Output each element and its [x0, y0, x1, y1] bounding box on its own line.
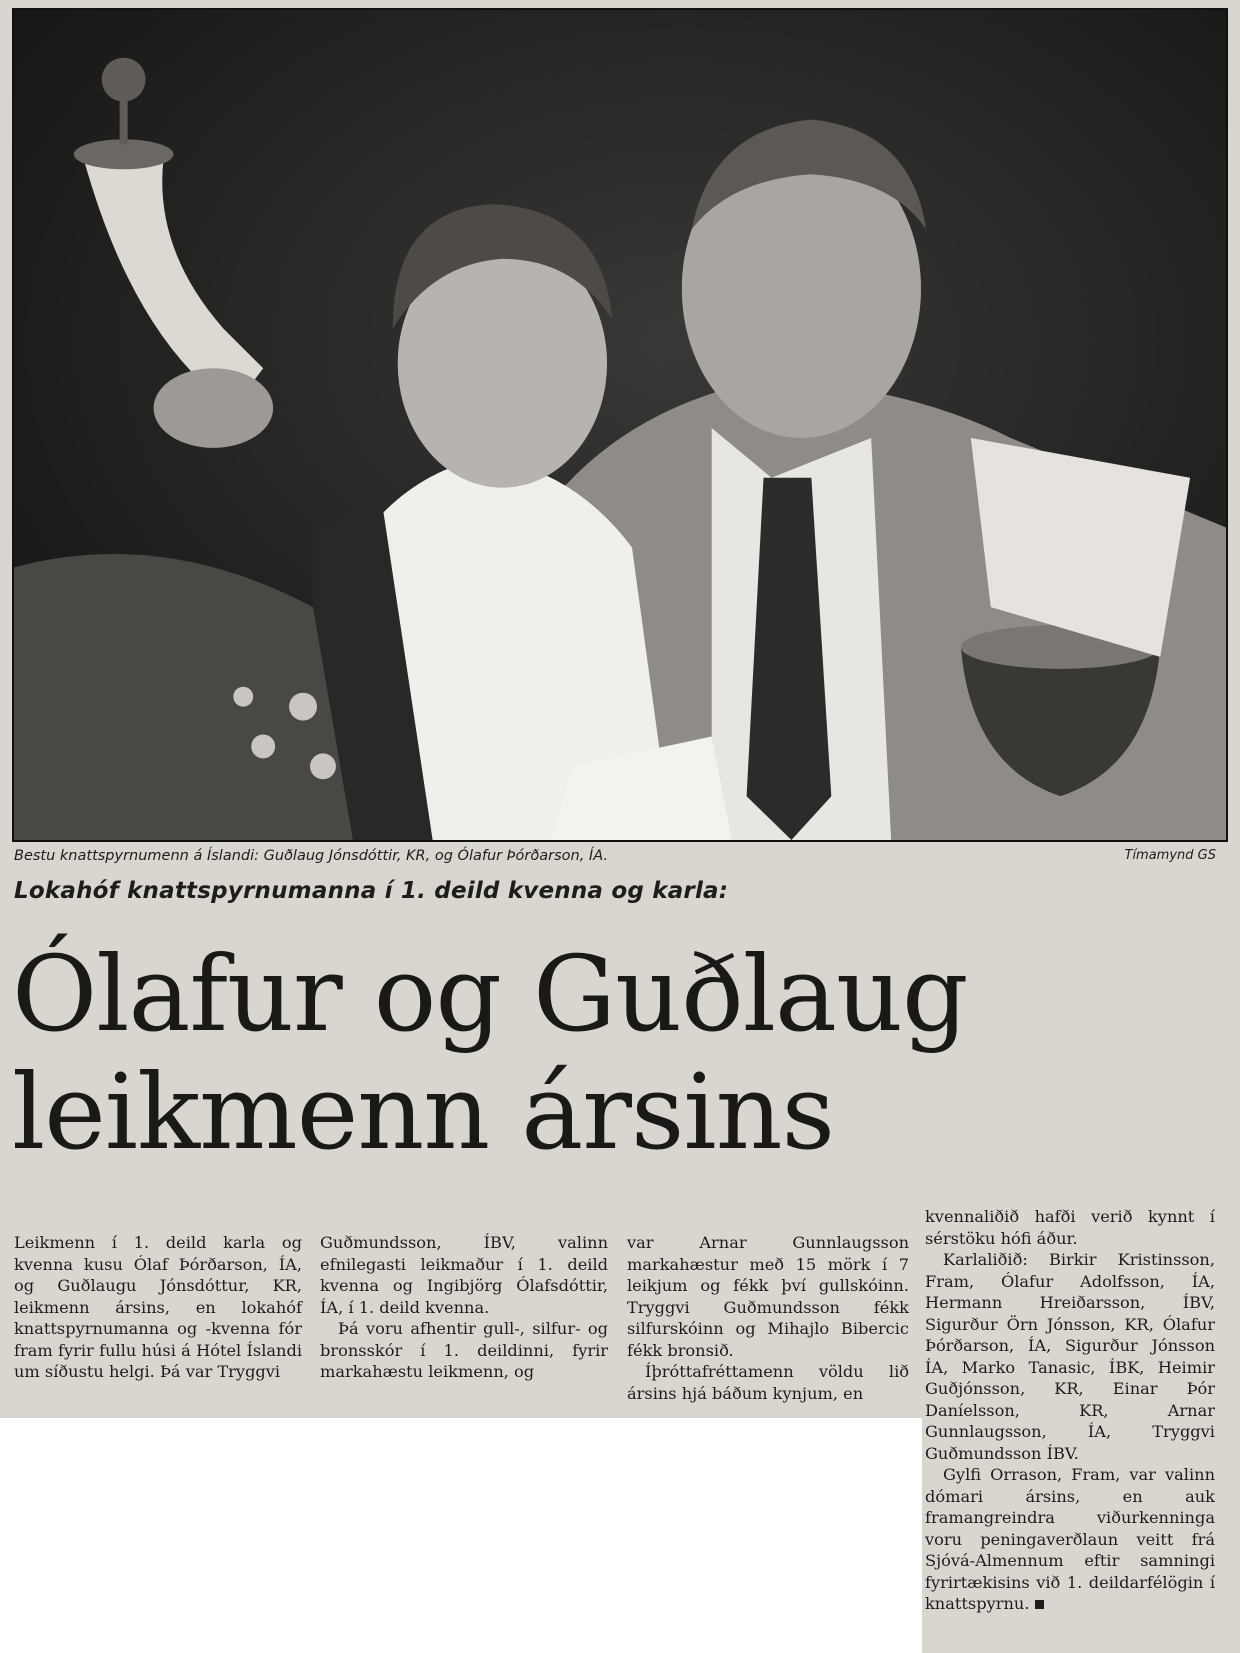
paragraph: Íþróttafréttamenn völdu lið ársins hjá báðum kynjum, en	[627, 1362, 909, 1403]
body-column-2	[320, 1232, 608, 1383]
body-column-1	[14, 1232, 302, 1383]
paragraph: Guðmundsson, ÍBV, valinn efnilegasti leikmaður í 1. deild kvenna og Ingibjörg Ólafsdóttir, ÍA, í 1. deild kvenna.	[320, 1233, 608, 1317]
news-photo	[12, 8, 1228, 842]
paragraph: Gylfi Orrason, Fram, var valinn dómari ársins, en auk framangreindra viðurkenninga voru peningaverðlaun veitt frá Sjóvá-Almennum eftir samningi fyrirtækisins við 1. deildarfélögin í knattspyrnu.	[925, 1465, 1215, 1613]
paragraph: Leikmenn í 1. deild karla og kvenna kusu Ólaf Þórðarson, ÍA, og Guðlaugu Jónsdóttur, KR, leikmenn ársins, en lokahóf knattspyrnumanna og -kvenna fór fram fyrir fullu húsi á Hótel Íslandi um síðustu helgi. Þá var Tryggvi	[14, 1233, 302, 1381]
photo-credit: Tímamynd GS	[1124, 848, 1216, 863]
photo-caption: Bestu knattspyrnumenn á Íslandi: Guðlaug Jónsdóttir, KR, og Ólafur Þórðarson, ÍA.	[14, 848, 609, 864]
body-column-4	[925, 1206, 1215, 1615]
paragraph: Þá voru afhentir gull-, silfur- og bronsskór í 1. deildinni, fyrir markahæstu leikmenn, og	[320, 1319, 608, 1381]
headline-line-1: Ólafur og Guðlaug	[12, 933, 968, 1055]
paragraph: Karlaliðið: Birkir Kristinsson, Fram, Ólafur Adolfsson, ÍA, Hermann Hreiðarsson, ÍBV, Sigurður Örn Jónsson, KR, Ólafur Þórðarson, ÍA, Sigurður Jónsson ÍA, Marko Tanasic, ÍBK, Heimir Guðjónsson, KR, Einar Þór Daníelsson, KR, Arnar Gunnlaugsson, ÍA, Tryggvi Guðmundsson ÍBV.	[925, 1250, 1215, 1463]
article-kicker: Lokahóf knattspyrnumanna í 1. deild kvenna og karla:	[14, 878, 729, 904]
article-headline	[12, 935, 1212, 1171]
headline-line-2: leikmenn ársins	[12, 1051, 834, 1173]
paragraph: kvennaliðið hafði verið kynnt í sérstöku hófi áður.	[925, 1207, 1215, 1248]
body-column-3	[627, 1232, 909, 1404]
paragraph: var Arnar Gunnlaugsson markahæstur með 15 mörk í 7 leikjum og fékk því gullskóinn. Tryggvi Guðmundsson fékk silfurskóinn og Mihajlo Bibercic fékk bronsið.	[627, 1233, 909, 1360]
end-of-article-mark	[1035, 1600, 1044, 1609]
